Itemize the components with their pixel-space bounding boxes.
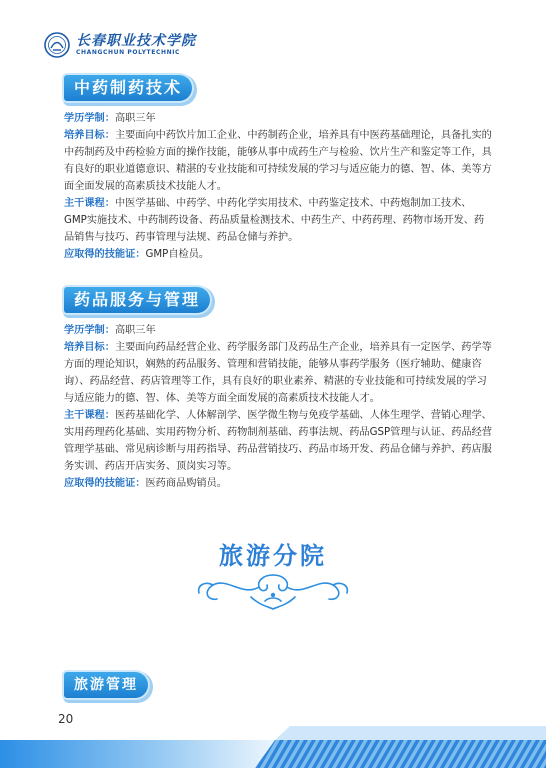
section-header-tourism-management <box>64 672 148 698</box>
flourish-ornament-icon <box>193 567 353 613</box>
paragraph-certificate: 应取得的技能证：GMP自检员。 <box>64 249 210 260</box>
paragraph-certificate: 应取得的技能证：医药商品购销员。 <box>64 478 227 489</box>
section-body-pharmacy-service <box>64 322 494 492</box>
section-title: 药品服务与管理 <box>64 287 210 313</box>
department-title: 旅游分院 <box>219 542 327 570</box>
college-name-cn: 长春职业技术学院 <box>76 32 196 49</box>
paragraph-objective: 培养目标：主要面向药品经营企业、药学服务部门及药品生产企业，培养具有一定医学、药学等方面的理论知识，娴熟的药品服务、管理和营销技能，能够从事药学服务（医疗辅助、健康咨询）、药品经营、药店管理等工作，具有良好的职业素养、精湛的专业技能和可持续发展的学习与适应能力的德、智、体、美等方面全面发展的高素质技术技能人才。 <box>64 342 492 404</box>
college-emblem-icon <box>44 32 70 58</box>
paragraph-duration: 学历学制：高职三年 <box>64 113 156 124</box>
paragraph-courses: 主干课程：中医学基础、中药学、中药化学实用技术、中药鉴定技术、中药炮制加工技术、GMP实施技术、中药制药设备、药品质量检测技术、中药生产、中药药理、药物市场开发、药品销售与技巧、药事管理与法规、药品仓储与养护。 <box>64 198 485 243</box>
page-number: 20 <box>58 712 74 726</box>
section-title: 旅游管理 <box>64 672 148 698</box>
college-logo <box>44 32 196 58</box>
paragraph-objective: 培养目标：主要面向中药饮片加工企业、中药制药企业，培养具有中医药基础理论，具备扎实的中药制药及中药检验方面的操作技能，能够从事中成药生产与检验、饮片生产和鉴定等工作，具有良好的职业道德意识、精湛的专业技能和可持续发展的学习与适应能力的德、智、体、美等方面全面发展的高素质技术技能人才。 <box>64 130 492 192</box>
section-title: 中药制药技术 <box>64 75 192 101</box>
section-body-tcm-pharma <box>64 110 494 263</box>
paragraph-duration: 学历学制：高职三年 <box>64 325 156 336</box>
college-name-en: CHANGCHUN POLYTECHNIC <box>76 48 181 56</box>
bottom-decorative-band <box>0 726 546 768</box>
section-header-pharmacy-service <box>64 287 210 313</box>
section-header-tcm-pharma <box>64 75 192 101</box>
paragraph-courses: 主干课程：医药基础化学、人体解剖学、医学微生物与免疫学基础、人体生理学、营销心理学、实用药理药化基础、实用药物分析、药物制剂基础、药事法规、药品GSP管理与认证、药品经营管理学基础、常见病诊断与用药指导、药品营销技巧、药品市场开发、药品仓储与养护、药店服务实训、药店开店实务、顶岗实习等。 <box>64 410 493 472</box>
